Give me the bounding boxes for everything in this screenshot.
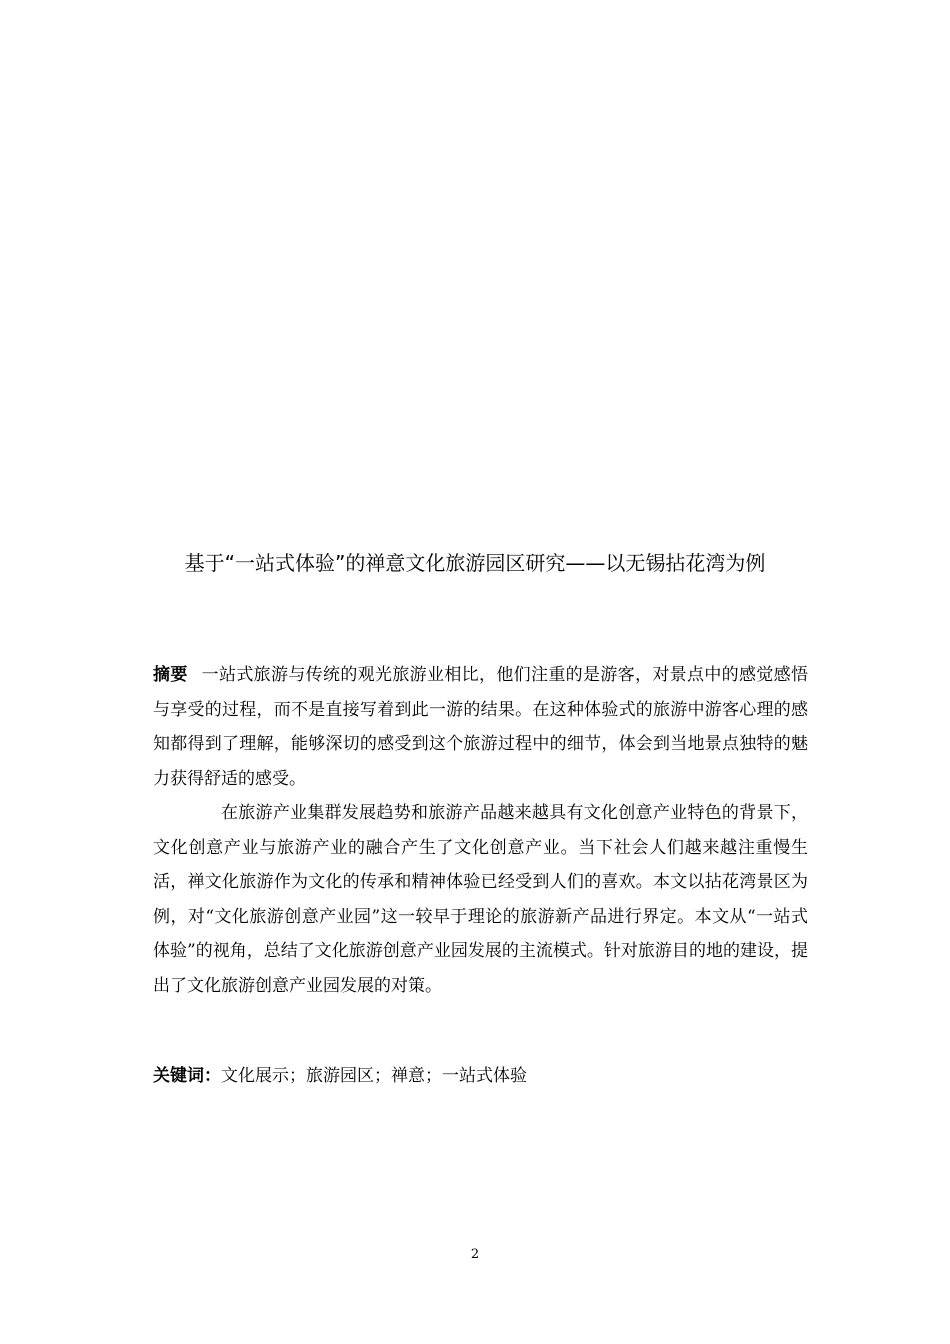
- abstract-paragraph-1: [153, 658, 808, 796]
- page-number: 2: [470, 1247, 480, 1262]
- keywords-label: 关键词：: [153, 1066, 221, 1086]
- keywords-list: 文化展示；旅游园区；禅意；一站式体验: [221, 1066, 527, 1086]
- abstract-text-1: 一站式旅游与传统的观光旅游业相比，他们注重的是游客，对景点中的感觉感悟与享受的过程，而不是直接写着到此一游的结果。在这种体验式的旅游中游客心理的感知都得到了理解，能够深切的感受到这个旅游过程中的细节，体会到当地景点独特的魅力获得舒适的感受。: [153, 665, 809, 789]
- abstract-paragraph-2: 在旅游产业集群发展趋势和旅游产品越来越具有文化创意产业特色的背景下，文化创意产业与旅游产业的融合产生了文化创意产业。当下社会人们越来越注重慢生活，禅文化旅游作为文化的传承和精神体验已经受到人们的喜欢。本文以拈花湾景区为例，对“文化旅游创意产业园”这一较早于理论的旅游新产品进行界定。本文从“一站式体验”的视角，总结了文化旅游创意产业园发展的主流模式。针对旅游目的地的建设，提出了文化旅游创意产业园发展的对策。: [153, 803, 808, 996]
- abstract-label: 摘要: [153, 665, 188, 685]
- keywords-section: [153, 1059, 808, 1093]
- paper-title: 基于“一站式体验”的禅意文化旅游园区研究——以无锡拈花湾为例: [184, 551, 766, 575]
- abstract-section: [153, 658, 808, 1003]
